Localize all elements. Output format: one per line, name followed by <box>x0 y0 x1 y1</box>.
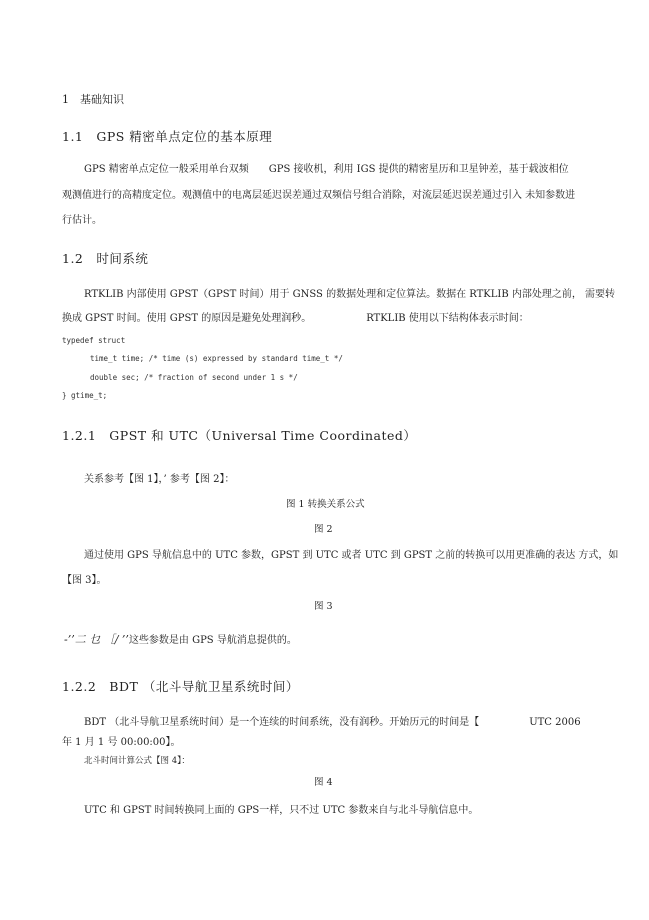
figure-3-caption: 图 3 <box>314 601 333 612</box>
figure-1-caption: 图 1 转换关系公式 <box>286 499 365 510</box>
section-1-2-2-heading: 1.2.2 BDT （北斗导航卫星系统时间） <box>62 679 299 694</box>
section-1-1-para-line-3: 行估计。 <box>62 215 102 226</box>
section-1-2-1-para-1: 关系参考【图 1】，’ 参考【图 2】： <box>84 474 235 485</box>
figure-4-caption: 图 4 <box>314 777 333 788</box>
section-1-2-1-para-3: 这些参数是由 GPS 导航消息提供的。 <box>128 635 297 646</box>
code-line-4: } gtime_t; <box>62 391 108 400</box>
section-1-2-para-line-1: RTKLIB 内部使用 GPST（GPST 时间）用于 GNSS 的数据处理和定位算法。数据在 RTKLIB 内部处理之前， 需要转 <box>84 289 616 300</box>
section-1-2-1-heading: 1.2.1 GPST 和 UTC（Universal Time Coordinated） <box>62 428 417 443</box>
figure-2-caption: 图 2 <box>314 524 333 535</box>
section-1-1-para-line-1: GPS 精密单点定位一般采用单台双频 GPS 接收机，利用 IGS 提供的精密星历和卫星钟差，基于载波相位 <box>84 164 569 175</box>
section-1-1-heading: 1.1 GPS 精密单点定位的基本原理 <box>62 129 273 144</box>
section-1-2-1-para-2-line-1: 通过使用 GPS 导航信息中的 UTC 参数，GPST 到 UTC 或者 UTC 到 GPST 之前的转换可以用更准确的表达 方式，如 <box>84 550 619 561</box>
section-1-2-heading: 1.2 时间系统 <box>62 251 149 266</box>
section-1-heading: 1 基础知识 <box>62 93 124 106</box>
code-line-1: typedef struct <box>62 336 126 345</box>
section-1-2-2-para-line-2: 年 1 月 1 号 00:00:00】。 <box>62 737 181 748</box>
garbled-formula-text: -’’二 乜 ［/ ’’ <box>64 633 129 646</box>
section-1-1-para-line-2: 观测值进行的高精度定位。观测值中的电离层延迟误差通过双频信号组合消除，对流层延迟误差通过引入 未知参数进 <box>62 190 576 201</box>
beidou-formula-label: 北斗时间计算公式【图 4】： <box>84 756 190 766</box>
code-line-3: double sec; /* fraction of second under 1 s */ <box>90 373 298 382</box>
section-1-2-2-para-last: UTC 和 GPST 时间转换同上面的 GPS一样，只不过 UTC 参数来自与北斗导航信息中。 <box>84 805 479 816</box>
section-1-2-2-para-line-1: BDT （北斗导航卫星系统时间）是一个连续的时间系统，没有润秒。开始历元的时间是【 UTC 2006 <box>84 717 581 728</box>
section-1-2-1-para-2-line-2: 【图 3】。 <box>62 575 107 586</box>
code-line-2: time_t time; /* time (s) expressed by standard time_t */ <box>90 354 343 363</box>
garbled-formula-line <box>64 630 297 646</box>
section-1-2-para-line-2: 换成 GPST 时间。使用 GPST 的原因是避免处理润秒。 RTKLIB 使用以下结构体表示时间： <box>62 313 529 324</box>
